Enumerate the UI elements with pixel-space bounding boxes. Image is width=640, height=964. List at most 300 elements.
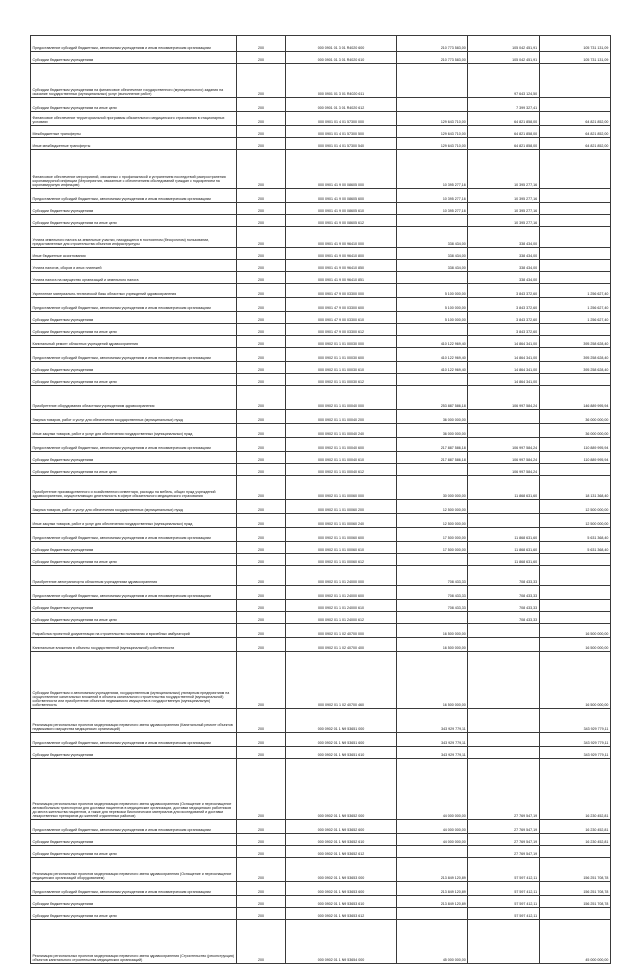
row-executed: 57 597 412,11 xyxy=(468,881,539,895)
row-classification-code: 000 0901 01 4 01 57300 500 xyxy=(286,125,397,137)
row-approved: 30 000 000,00 xyxy=(397,475,468,499)
row-code: 200 xyxy=(237,907,286,919)
row-name: Предоставление субсидий бюджетным, автономным учреждениям и иным некоммерческим организациям xyxy=(31,347,237,361)
row-classification-code: 000 0902 01 1 N9 53652 612 xyxy=(286,845,397,857)
row-unexecuted: 343 929 779,11 xyxy=(539,732,610,746)
row-executed: 106 997 584,24 xyxy=(468,437,539,451)
row-name: Уплата земельного налога за земельные участки, находящиеся в постоянном (бессрочном) пользовании, предоставленные для строительства объектов инфраструктуры xyxy=(31,226,237,247)
row-executed: 10 395 277,16 xyxy=(468,188,539,202)
row-approved xyxy=(397,463,468,475)
row-name: Иные закупки товаров, работ и услуг для обеспечения государственных (муниципальных) нужд xyxy=(31,423,237,437)
table-row xyxy=(31,463,611,475)
table-row xyxy=(31,437,611,451)
row-approved: 10 395 277,16 xyxy=(397,149,468,188)
row-approved xyxy=(397,373,468,385)
table-row xyxy=(31,637,611,651)
row-approved xyxy=(397,323,468,335)
budget-execution-table xyxy=(30,35,611,964)
row-code: 200 xyxy=(237,311,286,323)
row-unexecuted: 36 000 000,00 xyxy=(539,409,610,423)
row-unexecuted: 12 500 000,00 xyxy=(539,513,610,527)
row-unexecuted xyxy=(539,553,610,565)
row-code: 200 xyxy=(237,919,286,963)
row-executed: 11 868 631,60 xyxy=(468,553,539,565)
row-name: Субсидии бюджетным учреждениям на иные цели xyxy=(31,323,237,335)
row-code: 200 xyxy=(237,423,286,437)
row-approved: 213 849 120,89 xyxy=(397,895,468,907)
row-code: 200 xyxy=(237,271,286,283)
table-row xyxy=(31,708,611,732)
row-code: 200 xyxy=(237,541,286,553)
table-row xyxy=(31,63,611,97)
table-row xyxy=(31,585,611,599)
row-approved: 338 434,00 xyxy=(397,226,468,247)
row-executed: 11 868 631,60 xyxy=(468,475,539,499)
row-name: Предоставление субсидий бюджетным, автономным учреждениям и иным некоммерческим организациям xyxy=(31,36,237,52)
row-name: Предоставление субсидий бюджетным, автономным учреждениям и иным некоммерческим организациям xyxy=(31,819,237,833)
row-unexecuted xyxy=(539,247,610,259)
row-code: 200 xyxy=(237,451,286,463)
row-code: 200 xyxy=(237,125,286,137)
row-approved: 410 122 969,40 xyxy=(397,335,468,347)
row-unexecuted: 395 258 628,40 xyxy=(539,347,610,361)
row-executed xyxy=(468,409,539,423)
row-classification-code: 000 0902 01 1 N9 53653 612 xyxy=(286,907,397,919)
row-approved: 12 500 000,00 xyxy=(397,499,468,513)
row-executed: 57 597 412,11 xyxy=(468,857,539,881)
row-approved: 213 849 120,89 xyxy=(397,881,468,895)
row-name: Субсидии бюджетным учреждениям xyxy=(31,746,237,758)
row-classification-code: 000 0901 41 9 00 08605 600 xyxy=(286,188,397,202)
row-approved: 253 887 586,18 xyxy=(397,385,468,409)
row-executed: 338 434,00 xyxy=(468,247,539,259)
row-classification-code: 000 0901 01 3 01 R4020 610 xyxy=(286,51,397,63)
row-code: 200 xyxy=(237,437,286,451)
table-row xyxy=(31,611,611,623)
row-unexecuted: 64 821 852,00 xyxy=(539,125,610,137)
row-unexecuted xyxy=(539,463,610,475)
row-code: 200 xyxy=(237,188,286,202)
row-code: 200 xyxy=(237,599,286,611)
row-executed: 3 843 372,60 xyxy=(468,323,539,335)
table-row xyxy=(31,541,611,553)
row-unexecuted xyxy=(539,585,610,599)
row-classification-code: 000 0901 41 9 00 96410 850 xyxy=(286,259,397,271)
row-name: Иные межбюджетные трансферты xyxy=(31,137,237,149)
row-unexecuted: 16 230 452,81 xyxy=(539,833,610,845)
row-name: Субсидии бюджетным учреждениям на иные цели xyxy=(31,907,237,919)
row-approved: 129 643 710,00 xyxy=(397,111,468,125)
row-name: Субсидии бюджетным учреждениям на финансовое обеспечение государственного (муниципального) задания на оказание государственных (муниципальных) услуг (выполнение работ) xyxy=(31,63,237,97)
row-executed xyxy=(468,623,539,637)
row-code: 200 xyxy=(237,214,286,226)
row-code: 200 xyxy=(237,833,286,845)
table-row xyxy=(31,202,611,214)
row-name: Субсидии бюджетным учреждениям на иные цели xyxy=(31,845,237,857)
row-executed: 3 843 372,60 xyxy=(468,311,539,323)
row-name: Субсидии бюджетным учреждениям на иные цели xyxy=(31,553,237,565)
row-code: 200 xyxy=(237,335,286,347)
row-name: Межбюджетные трансферты xyxy=(31,125,237,137)
row-classification-code: 000 0902 01 1 01 00060 240 xyxy=(286,513,397,527)
row-unexecuted: 16 230 452,81 xyxy=(539,758,610,819)
row-approved xyxy=(397,553,468,565)
row-approved: 708 433,33 xyxy=(397,599,468,611)
row-code: 200 xyxy=(237,819,286,833)
row-executed xyxy=(468,637,539,651)
row-name: Субсидии бюджетным учреждениям на иные цели xyxy=(31,97,237,111)
row-code: 200 xyxy=(237,361,286,373)
row-approved: 213 849 120,89 xyxy=(397,857,468,881)
table-row xyxy=(31,819,611,833)
row-name: Субсидии бюджетным учреждениям на иные цели xyxy=(31,214,237,226)
row-code: 200 xyxy=(237,202,286,214)
row-unexecuted: 36 000 000,00 xyxy=(539,423,610,437)
row-classification-code: 000 0902 01 1 01 00060 610 xyxy=(286,541,397,553)
row-name: Субсидии бюджетным учреждениям xyxy=(31,51,237,63)
row-name: Предоставление субсидий бюджетным, автономным учреждениям и иным некоммерческим организациям xyxy=(31,732,237,746)
row-approved: 5 100 000,00 xyxy=(397,283,468,297)
table-row xyxy=(31,423,611,437)
row-approved: 44 000 000,00 xyxy=(397,758,468,819)
row-code: 200 xyxy=(237,323,286,335)
row-executed xyxy=(468,708,539,732)
row-classification-code: 000 0902 01 1 N9 53654 000 xyxy=(286,919,397,963)
row-unexecuted: 1 256 627,40 xyxy=(539,283,610,297)
row-code: 200 xyxy=(237,527,286,541)
row-executed xyxy=(468,423,539,437)
row-code: 200 xyxy=(237,746,286,758)
row-approved: 36 000 000,00 xyxy=(397,409,468,423)
row-unexecuted: 16 500 000,00 xyxy=(539,651,610,708)
table-row xyxy=(31,857,611,881)
row-classification-code: 000 0902 01 1 01 00030 612 xyxy=(286,373,397,385)
row-classification-code: 000 0902 01 1 01 24000 612 xyxy=(286,611,397,623)
row-unexecuted: 156 251 708,78 xyxy=(539,857,610,881)
row-classification-code: 000 0901 41 9 00 96410 000 xyxy=(286,226,397,247)
row-code: 200 xyxy=(237,857,286,881)
table-row xyxy=(31,907,611,919)
row-executed: 11 868 631,60 xyxy=(468,527,539,541)
row-unexecuted xyxy=(539,845,610,857)
row-name: Предоставление субсидий бюджетным, автономным учреждениям и иным некоммерческим организациям xyxy=(31,527,237,541)
row-approved: 17 500 000,00 xyxy=(397,527,468,541)
row-code: 200 xyxy=(237,149,286,188)
row-executed: 708 433,33 xyxy=(468,611,539,623)
row-approved xyxy=(397,214,468,226)
row-unexecuted: 1 256 627,40 xyxy=(539,297,610,311)
row-approved: 338 434,00 xyxy=(397,247,468,259)
row-classification-code: 000 0901 01 4 01 57300 540 xyxy=(286,137,397,149)
row-executed: 105 042 451,91 xyxy=(468,51,539,63)
table-row xyxy=(31,149,611,188)
row-approved: 343 929 779,11 xyxy=(397,732,468,746)
table-row xyxy=(31,553,611,565)
row-approved: 10 395 277,16 xyxy=(397,188,468,202)
row-name: Приобретение оборудования областным учреждениям здравоохранения xyxy=(31,385,237,409)
row-name: Капитальные вложения в объекты государственной (муниципальной) собственности xyxy=(31,637,237,651)
row-unexecuted: 64 821 852,00 xyxy=(539,137,610,149)
table-row xyxy=(31,919,611,963)
row-approved: 410 122 969,40 xyxy=(397,347,468,361)
row-approved: 45 000 000,00 xyxy=(397,919,468,963)
row-name: Субсидии бюджетным учреждениям xyxy=(31,599,237,611)
row-approved xyxy=(397,907,468,919)
row-code: 200 xyxy=(237,297,286,311)
row-unexecuted xyxy=(539,97,610,111)
row-unexecuted xyxy=(539,202,610,214)
row-classification-code: 000 0901 01 4 01 57300 000 xyxy=(286,111,397,125)
row-executed: 10 395 277,16 xyxy=(468,214,539,226)
row-name: Укрепление материально-технической базы областных учреждений здравоохранения xyxy=(31,283,237,297)
row-classification-code: 000 0901 41 9 00 08605 610 xyxy=(286,202,397,214)
table-row xyxy=(31,97,611,111)
row-unexecuted: 105 731 131,09 xyxy=(539,36,610,52)
row-classification-code: 000 0902 01 1 01 00060 612 xyxy=(286,553,397,565)
row-classification-code: 000 0902 01 1 01 00040 610 xyxy=(286,451,397,463)
row-code: 200 xyxy=(237,499,286,513)
row-unexecuted: 156 251 708,78 xyxy=(539,895,610,907)
row-approved: 217 887 586,18 xyxy=(397,451,468,463)
row-unexecuted xyxy=(539,226,610,247)
row-unexecuted: 146 889 995,94 xyxy=(539,385,610,409)
row-code: 200 xyxy=(237,475,286,499)
row-executed: 105 042 451,91 xyxy=(468,36,539,52)
row-code: 200 xyxy=(237,513,286,527)
row-name: Реализация региональных проектов модернизации первичного звена здравоохранения (Строительство (реконструкция) объектов капитального строительства медицинских организаций) xyxy=(31,919,237,963)
row-name: Предоставление субсидий бюджетным, автономным учреждениям и иным некоммерческим организациям xyxy=(31,188,237,202)
row-approved xyxy=(397,845,468,857)
row-classification-code: 000 0902 01 1 N9 53652 610 xyxy=(286,833,397,845)
row-name: Предоставление субсидий бюджетным, автономным учреждениям и иным некоммерческим организациям xyxy=(31,881,237,895)
row-executed xyxy=(468,499,539,513)
row-approved: 12 500 000,00 xyxy=(397,513,468,527)
row-code: 200 xyxy=(237,845,286,857)
row-approved xyxy=(397,271,468,283)
row-executed: 64 821 858,00 xyxy=(468,137,539,149)
row-classification-code: 000 0902 01 1 01 24000 600 xyxy=(286,585,397,599)
row-code: 200 xyxy=(237,708,286,732)
row-approved: 338 434,00 xyxy=(397,259,468,271)
row-code: 200 xyxy=(237,373,286,385)
row-code: 200 xyxy=(237,585,286,599)
row-name: Иные бюджетные ассигнования xyxy=(31,247,237,259)
row-code: 200 xyxy=(237,36,286,52)
row-unexecuted xyxy=(539,323,610,335)
row-classification-code: 000 0902 01 1 N9 53651 610 xyxy=(286,746,397,758)
table-row xyxy=(31,335,611,347)
row-approved: 10 395 277,16 xyxy=(397,202,468,214)
table-row xyxy=(31,188,611,202)
row-classification-code: 000 0902 01 1 01 00040 612 xyxy=(286,463,397,475)
row-approved xyxy=(397,611,468,623)
row-name: Предоставление субсидий бюджетным, автономным учреждениям и иным некоммерческим организациям xyxy=(31,437,237,451)
row-code: 200 xyxy=(237,895,286,907)
table-row xyxy=(31,311,611,323)
table-row xyxy=(31,373,611,385)
table-row xyxy=(31,746,611,758)
row-executed xyxy=(468,732,539,746)
row-code: 200 xyxy=(237,881,286,895)
row-classification-code: 000 0902 01 1 02 40700 460 xyxy=(286,651,397,708)
row-executed: 7 399 327,41 xyxy=(468,97,539,111)
row-code: 200 xyxy=(237,651,286,708)
row-name: Приобретение автотранспорта областным учреждениям здравоохранения xyxy=(31,565,237,585)
row-unexecuted: 110 889 995,94 xyxy=(539,451,610,463)
row-unexecuted: 16 500 000,00 xyxy=(539,637,610,651)
row-classification-code: 000 0902 01 1 N9 53651 600 xyxy=(286,732,397,746)
row-classification-code: 000 0902 01 1 N9 53651 000 xyxy=(286,708,397,732)
row-classification-code: 000 0902 01 1 01 24000 000 xyxy=(286,565,397,585)
row-classification-code: 000 0901 01 3 01 R4020 611 xyxy=(286,63,397,97)
row-approved: 217 887 586,18 xyxy=(397,437,468,451)
row-executed: 14 864 341,00 xyxy=(468,361,539,373)
row-name: Субсидии бюджетным учреждениям xyxy=(31,451,237,463)
row-executed xyxy=(468,651,539,708)
row-unexecuted: 105 731 131,09 xyxy=(539,51,610,63)
row-unexecuted: 64 821 852,00 xyxy=(539,111,610,125)
table-row xyxy=(31,226,611,247)
row-code: 200 xyxy=(237,553,286,565)
row-unexecuted xyxy=(539,271,610,283)
row-executed: 106 997 584,24 xyxy=(468,451,539,463)
table-row xyxy=(31,297,611,311)
row-code: 200 xyxy=(237,51,286,63)
row-code: 200 xyxy=(237,283,286,297)
table-row xyxy=(31,881,611,895)
table-row xyxy=(31,347,611,361)
row-approved: 16 500 000,00 xyxy=(397,623,468,637)
row-executed: 338 434,00 xyxy=(468,259,539,271)
row-code: 200 xyxy=(237,385,286,409)
row-code: 200 xyxy=(237,409,286,423)
row-unexecuted xyxy=(539,565,610,585)
row-unexecuted xyxy=(539,63,610,97)
row-unexecuted: 18 131 368,40 xyxy=(539,475,610,499)
row-code: 200 xyxy=(237,463,286,475)
row-name: Субсидии бюджетным учреждениям xyxy=(31,202,237,214)
row-unexecuted: 16 230 452,81 xyxy=(539,819,610,833)
row-approved: 129 643 710,00 xyxy=(397,137,468,149)
row-code: 200 xyxy=(237,347,286,361)
row-classification-code: 000 0901 41 9 00 96410 800 xyxy=(286,247,397,259)
row-unexecuted xyxy=(539,214,610,226)
row-unexecuted xyxy=(539,259,610,271)
row-unexecuted: 16 500 000,00 xyxy=(539,623,610,637)
row-unexecuted xyxy=(539,149,610,188)
row-approved: 343 929 779,11 xyxy=(397,708,468,732)
row-unexecuted xyxy=(539,188,610,202)
row-executed: 106 997 584,24 xyxy=(468,385,539,409)
row-name: Разработка проектной документации на строительство поликлиник и врачебных амбулаторий xyxy=(31,623,237,637)
row-approved: 36 000 000,00 xyxy=(397,423,468,437)
row-approved: 17 500 000,00 xyxy=(397,541,468,553)
row-code: 200 xyxy=(237,623,286,637)
table-row xyxy=(31,895,611,907)
row-classification-code: 000 0901 41 9 00 08605 612 xyxy=(286,214,397,226)
row-executed: 57 597 412,11 xyxy=(468,895,539,907)
row-name: Предоставление субсидий бюджетным, автономным учреждениям и иным некоммерческим организациям xyxy=(31,297,237,311)
row-classification-code: 000 0902 01 1 N9 53652 600 xyxy=(286,819,397,833)
table-row xyxy=(31,361,611,373)
table-row xyxy=(31,732,611,746)
row-name: Капитальный ремонт областных учреждений здравоохранения xyxy=(31,335,237,347)
row-name: Приобретение производственного и хозяйственного инвентаря, расходы на мебель, общих нужд учреждений здравоохранения, осуществляющих деятельность в сфере обязательного медицинского страхования xyxy=(31,475,237,499)
table-row xyxy=(31,513,611,527)
row-executed: 64 821 858,00 xyxy=(468,111,539,125)
row-approved xyxy=(397,63,468,97)
row-approved xyxy=(397,97,468,111)
row-code: 200 xyxy=(237,758,286,819)
row-executed: 708 433,33 xyxy=(468,565,539,585)
row-classification-code: 000 0902 01 1 N9 53653 000 xyxy=(286,857,397,881)
table-row xyxy=(31,247,611,259)
table-row xyxy=(31,758,611,819)
row-approved: 5 100 000,00 xyxy=(397,311,468,323)
table-row xyxy=(31,36,611,52)
row-classification-code: 000 0902 01 1 N9 53653 610 xyxy=(286,895,397,907)
row-classification-code: 000 0901 41 9 00 96410 851 xyxy=(286,271,397,283)
row-classification-code: 000 0902 01 1 01 00040 240 xyxy=(286,423,397,437)
row-classification-code: 000 0902 01 1 N9 53653 600 xyxy=(286,881,397,895)
row-executed: 338 434,00 xyxy=(468,271,539,283)
row-approved: 210 773 583,00 xyxy=(397,51,468,63)
row-code: 200 xyxy=(237,611,286,623)
row-approved: 44 000 000,00 xyxy=(397,819,468,833)
row-unexecuted: 12 500 000,00 xyxy=(539,499,610,513)
row-approved: 16 500 000,00 xyxy=(397,651,468,708)
row-code: 200 xyxy=(237,637,286,651)
row-classification-code: 000 0901 47 9 00 03300 612 xyxy=(286,323,397,335)
row-code: 200 xyxy=(237,259,286,271)
row-name: Уплата налогов, сборов и иных платежей xyxy=(31,259,237,271)
row-approved: 210 773 583,00 xyxy=(397,36,468,52)
row-unexecuted: 395 258 628,40 xyxy=(539,361,610,373)
row-executed: 10 395 277,16 xyxy=(468,202,539,214)
row-approved: 708 433,33 xyxy=(397,565,468,585)
row-executed: 106 997 584,24 xyxy=(468,463,539,475)
row-executed: 10 395 277,16 xyxy=(468,149,539,188)
row-name: Уплата налога на имущество организаций и земельного налога xyxy=(31,271,237,283)
row-classification-code: 000 0901 47 9 00 03300 610 xyxy=(286,311,397,323)
table-body xyxy=(31,36,611,964)
row-unexecuted: 395 258 628,40 xyxy=(539,335,610,347)
row-classification-code: 000 0902 01 1 N9 53652 000 xyxy=(286,758,397,819)
row-approved: 44 000 000,00 xyxy=(397,833,468,845)
row-classification-code: 000 0902 01 1 01 24000 610 xyxy=(286,599,397,611)
table-row xyxy=(31,451,611,463)
row-classification-code: 000 0902 01 1 01 00030 600 xyxy=(286,347,397,361)
row-unexecuted: 156 251 708,78 xyxy=(539,881,610,895)
row-code: 200 xyxy=(237,97,286,111)
row-name: Субсидии бюджетным учреждениям xyxy=(31,895,237,907)
row-executed: 97 643 124,50 xyxy=(468,63,539,97)
row-unexecuted xyxy=(539,373,610,385)
table-row xyxy=(31,499,611,513)
row-code: 200 xyxy=(237,137,286,149)
row-unexecuted xyxy=(539,599,610,611)
row-classification-code: 000 0902 01 1 01 00040 200 xyxy=(286,409,397,423)
row-classification-code: 000 0901 01 3 01 R4020 612 xyxy=(286,97,397,111)
table-row xyxy=(31,527,611,541)
table-row xyxy=(31,51,611,63)
row-code: 200 xyxy=(237,565,286,585)
row-classification-code: 000 0901 47 9 00 03300 000 xyxy=(286,283,397,297)
row-name: Субсидии бюджетным учреждениям на иные цели xyxy=(31,373,237,385)
row-code: 200 xyxy=(237,247,286,259)
row-classification-code: 000 0902 01 1 01 00060 600 xyxy=(286,527,397,541)
row-classification-code: 000 0902 01 1 01 00030 000 xyxy=(286,335,397,347)
